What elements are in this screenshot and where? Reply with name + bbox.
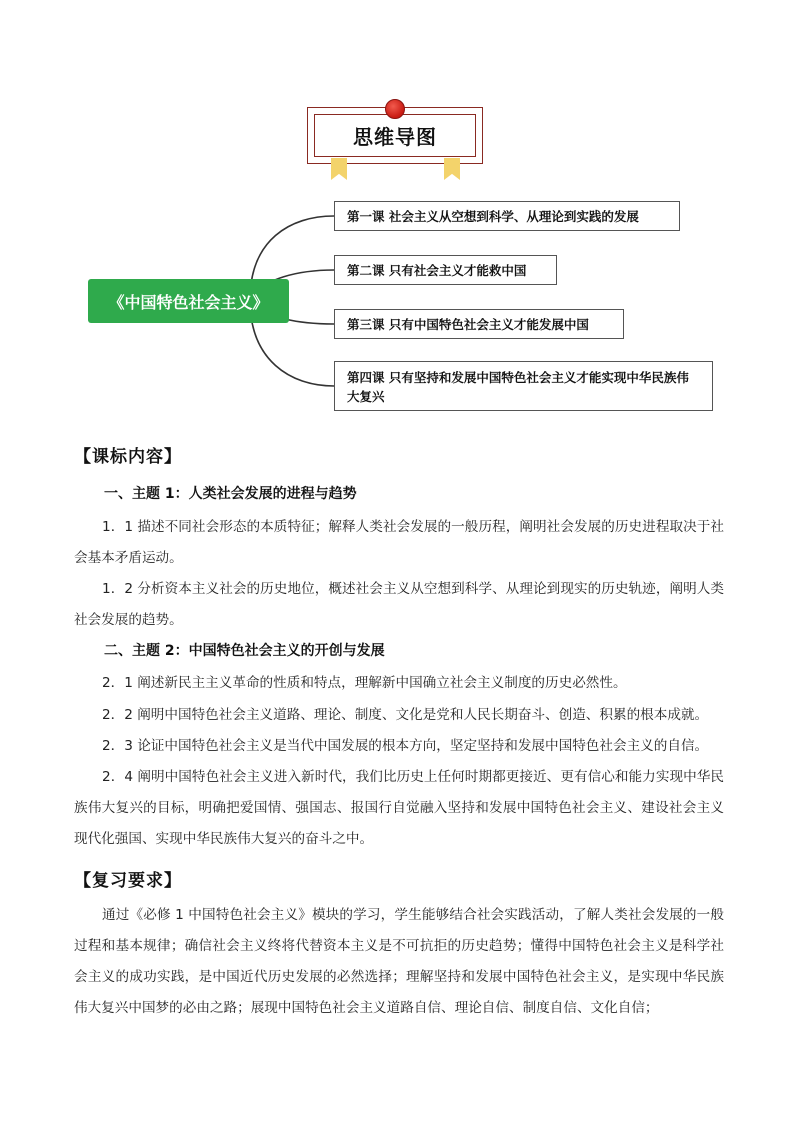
topic-2-heading: 二、主题 2：中国特色社会主义的开创与发展 [104, 643, 385, 659]
topic-1-item-1: 1．1 描述不同社会形态的本质特征；解释人类社会发展的一般历程，阐明社会发展的历史进程取决于社会基本矛盾运动。 [74, 519, 724, 566]
topic-2-item-4: 2．4 阐明中国特色社会主义进入新时代，我们比历史上任何时期都更接近、更有信心和能力实现中华民族伟大复兴的目标，明确把爱国情、强国志、报国行自觉融入坚持和发展中国特色社会主义、建设社会主义现代化强国、实现中华民族伟大复兴的奋斗之中。 [74, 769, 724, 847]
topic-1-item-2: 1．2 分析资本主义社会的历史地位，概述社会主义从空想到科学、从理论到现实的历史轨迹，阐明人类社会发展的趋势。 [74, 581, 724, 628]
review-section-title: 【复习要求】 [74, 871, 182, 891]
mindmap-lesson-3: 第三课 只有中国特色社会主义才能发展中国 [334, 309, 624, 339]
mindmap-root: 《中国特色社会主义》 [88, 279, 289, 323]
review-paragraph: 通过《必修 1 中国特色社会主义》模块的学习，学生能够结合社会实践活动，了解人类社会发展的一般过程和基本规律；确信社会主义终将代替资本主义是不可抗拒的历史趋势；懂得中国特色社会主义是科学社会主义的成功实践，是中国近代历史发展的必然选择；理解坚持和发展中国特色社会主义，是实现中华民族伟大复兴中国梦的必由之路；展现中国特色社会主义道路自信、理论自信、制度自信、文化自信； [74, 907, 724, 1016]
mindmap-lesson-1: 第一课 社会主义从空想到科学、从理论到实践的发展 [334, 201, 680, 231]
topic-1-heading: 一、主题 1：人类社会发展的进程与趋势 [104, 486, 357, 502]
topic-2-item-2: 2．2 阐明中国特色社会主义道路、理论、制度、文化是党和人民长期奋斗、创造、积累的根本成就。 [102, 707, 709, 723]
topic-2-item-3: 2．3 论证中国特色社会主义是当代中国发展的根本方向，坚定坚持和发展中国特色社会主义的自信。 [102, 738, 709, 754]
mindmap-lesson-2: 第二课 只有社会主义才能救中国 [334, 255, 557, 285]
topic-2-item-1: 2．1 阐述新民主主义革命的性质和特点，理解新中国确立社会主义制度的历史必然性。 [102, 675, 627, 691]
page-title: 思维导图 [353, 125, 437, 149]
curriculum-section-title: 【课标内容】 [74, 447, 182, 467]
mindmap-lesson-4: 第四课 只有坚持和发展中国特色社会主义才能实现中华民族伟大复兴 [334, 361, 713, 411]
